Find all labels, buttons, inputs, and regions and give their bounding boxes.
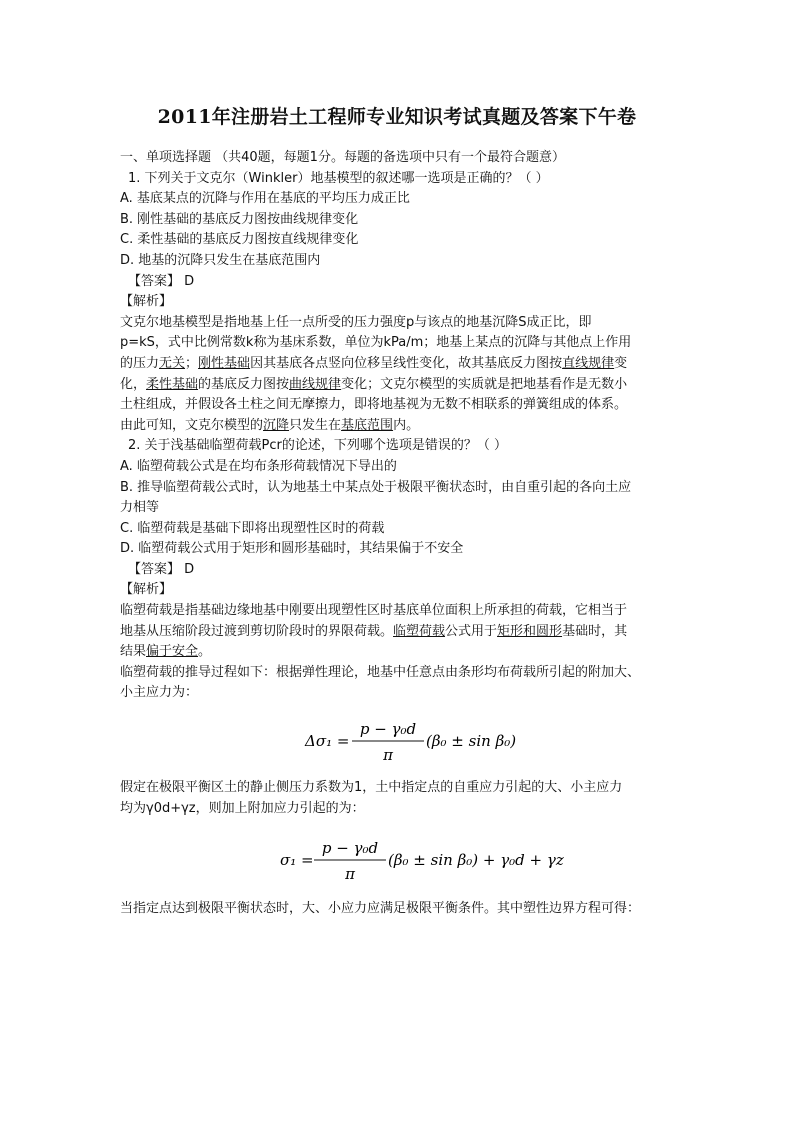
q2-answer <box>120 560 680 581</box>
formula1-numerator: p − γ₀d <box>359 720 417 739</box>
answer-label: 【答案】 <box>128 273 181 289</box>
answer-label: 【答案】 <box>128 561 181 577</box>
q2-option-b: B. 推导临塑荷载公式时，认为地基土中某点处于极限平衡状态时，由自重引起的各向土应 <box>120 479 632 495</box>
q1-analysis-line: p=kS，式中比例常数k称为基床系数，单位为kPa/m；地基上某点的沉降与其他点上作用 <box>120 335 632 351</box>
formula1-denominator: π <box>383 746 393 765</box>
q2-option-d: D. 临塑荷载公式用于矩形和圆形基础时，其结果偏于不安全 <box>120 541 464 557</box>
q1-analysis-line: 化，柔性基础的基底反力图按曲线规律变化；文克尔模型的实质就是把地基看作是无数小 <box>120 376 628 392</box>
q1-answer <box>120 272 680 293</box>
q2-analysis-line: 小主应力为： <box>120 685 199 701</box>
answer-value: D <box>184 561 195 577</box>
formula-sigma1 <box>120 819 680 899</box>
q2-option-a: A. 临塑荷载公式是在均布条形荷载情况下导出的 <box>120 458 397 474</box>
section-heading: 一、单项选择题 （共40题，每题1分。每题的备选项中只有一个最符合题意） <box>120 150 565 165</box>
formula2-denominator: π <box>345 865 355 884</box>
document-body <box>120 148 680 920</box>
q2-option-c: C. 临塑荷载是基础下即将出现塑性区时的荷载 <box>120 520 385 536</box>
q2-analysis-line: 结果偏于安全。 <box>120 644 212 660</box>
formula-delta-sigma <box>120 704 680 778</box>
q2-option-b-cont: 力相等 <box>120 500 160 516</box>
q2-analysis-line: 地基从压缩阶段过渡到剪切阶段时的界限荷载。临塑荷载公式用于矩形和圆形基础时，其 <box>120 623 628 639</box>
q1-option-a: A. 基底某点的沉降与作用在基底的平均压力成正比 <box>120 191 410 207</box>
q1-option-b: B. 刚性基础的基底反力图按曲线规律变化 <box>120 211 359 227</box>
formula2-lhs: σ₁ = <box>280 851 314 870</box>
q2-analysis-line: 均为γ0d+γz，则加上附加应力引起的为： <box>120 800 365 816</box>
formula1-lhs: Δσ₁ = <box>305 732 350 751</box>
q1-option-c: C. 柔性基础的基底反力图按直线规律变化 <box>120 232 359 248</box>
page-title: 2011年注册岩土工程师专业知识考试真题及答案下午卷 <box>157 106 637 128</box>
formula1-rhs: (β₀ ± sin β₀) <box>426 732 517 751</box>
q2-analysis-line: 临塑荷载是指基础边缘地基中刚要出现塑性区时基底单位面积上所承担的荷载，它相当于 <box>120 603 628 619</box>
question-1-stem: 1. 下列关于文克尔（Winkler）地基模型的叙述哪一选项是正确的？（ ） <box>128 170 549 186</box>
q2-analysis-line: 临塑荷载的推导过程如下：根据弹性理论，地基中任意点由条形均布荷载所引起的附加大、 <box>120 664 641 680</box>
q1-analysis-label: 【解析】 <box>120 294 173 310</box>
q2-analysis-label: 【解析】 <box>120 582 173 598</box>
q2-analysis-line: 假定在极限平衡区土的静止侧压力系数为1，土中指定点的自重应力引起的大、小主应力 <box>120 780 623 796</box>
q1-option-d: D. 地基的沉降只发生在基底范围内 <box>120 252 321 268</box>
q1-analysis-line: 文克尔地基模型是指地基上任一点所受的压力强度p与该点的地基沉降S成正比，即 <box>120 314 592 330</box>
answer-value: D <box>184 273 195 289</box>
q1-analysis-line: 的压力无关；刚性基础因其基底各点竖向位移呈线性变化，故其基底反力图按直线规律变 <box>120 355 628 371</box>
q2-analysis-line: 当指定点达到极限平衡状态时，大、小应力应满足极限平衡条件。其中塑性边界方程可得： <box>120 901 641 917</box>
question-2-stem: 2. 关于浅基础临塑荷载Pcr的论述，下列哪个选项是错误的？（ ） <box>128 438 507 454</box>
q1-analysis-line: 由此可知，文克尔模型的沉降只发生在基底范围内。 <box>120 417 420 433</box>
formula2-numerator: p − γ₀d <box>321 839 379 858</box>
q1-analysis-line: 土柱组成，并假设各土柱之间无摩擦力，即将地基视为无数不相联系的弹簧组成的体系。 <box>120 397 628 413</box>
formula2-rhs: (β₀ ± sin β₀) + γ₀d + γz <box>388 851 564 870</box>
